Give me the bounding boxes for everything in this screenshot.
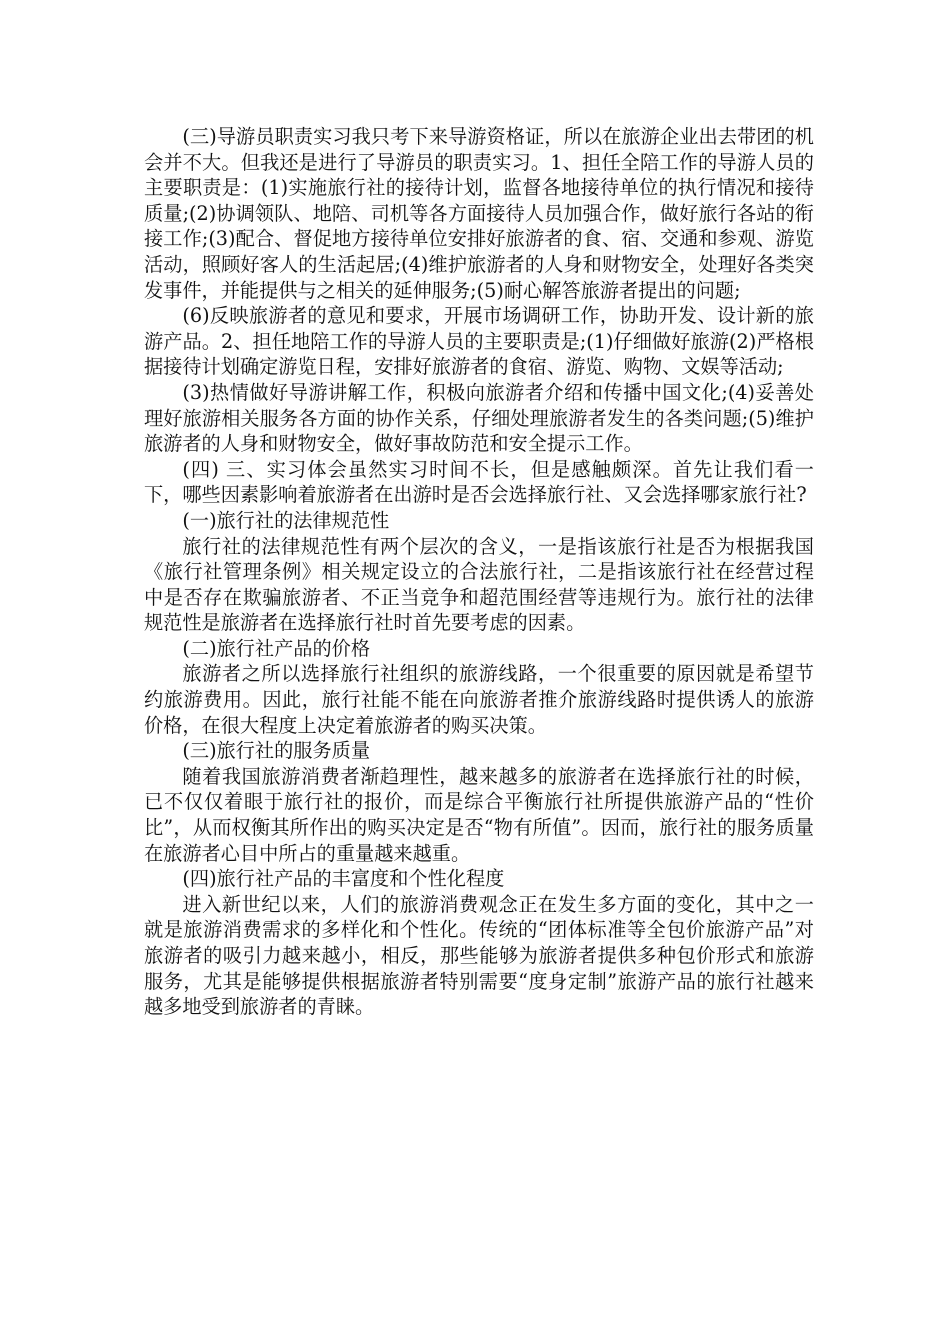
- paragraph-explanation-work: (3)热情做好导游讲解工作，积极向旅游者介绍和传播中国文化;(4)妥善处理好旅游相关服务各方面的协作关系，仔细处理旅游者发生的各类问题;(5)维护旅游者的人身和财物安全，做好事故防范和安全提示工作。: [144, 380, 814, 456]
- heading-product-richness: (四)旅行社产品的丰富度和个性化程度: [182, 867, 505, 891]
- paragraph-legal-compliance: 旅行社的法律规范性有两个层次的含义，一是指该旅行社是否为根据我国《旅行社管理条例》相关规定设立的合法旅行社，二是指该旅行社在经营过程中是否存在欺骗旅游者、不正当竞争和超范围经营等违规行为。旅行社的法律规范性是旅游者在选择旅行社时首先要考虑的因素。: [144, 534, 814, 635]
- paragraph-product-richness: 进入新世纪以来，人们的旅游消费观念正在发生多方面的变化，其中之一就是旅游消费需求的多样化和个性化。传统的“团体标准等全包价旅游产品”对旅游者的吸引力越来越小，相反，那些能够为旅游者提供多种包价形式和旅游服务，尤其是能够提供根据旅游者特别需要“度身定制”旅游产品的旅行社越来越多地受到旅游者的青睐。: [144, 892, 814, 1019]
- paragraph-local-guide-duties: (6)反映旅游者的意见和要求，开展市场调研工作，协助开发、设计新的旅游产品。2、担任地陪工作的导游人员的主要职责是;(1)仔细做好旅游(2)严格根据接待计划确定游览日程，安排好旅游者的食宿、游览、购物、文娱等活动;: [144, 304, 814, 379]
- heading-legal-compliance: (一)旅行社的法律规范性: [182, 508, 390, 532]
- heading-product-price: (二)旅行社产品的价格: [182, 636, 371, 660]
- paragraph-service-quality: 随着我国旅游消费者渐趋理性，越来越多的旅游者在选择旅行社的时候，已不仅仅着眼于旅行社的报价，而是综合平衡旅行社所提供旅游产品的“性价比”，从而权衡其所作出的购买决定是否“物有所值”。因而，旅行社的服务质量在旅游者心目中所占的重量越来越重。: [144, 764, 814, 865]
- heading-service-quality: (三)旅行社的服务质量: [182, 739, 371, 763]
- document-body: [144, 124, 814, 1020]
- paragraph-product-price: 旅游者之所以选择旅行社组织的旅游线路，一个很重要的原因就是希望节约旅游费用。因此，旅行社能不能在向旅游者推介旅游线路时提供诱人的旅游价格，在很大程度上决定着旅游者的购买决策。: [144, 662, 814, 737]
- paragraph-guide-duties: (三)导游员职责实习我只考下来导游资格证，所以在旅游企业出去带团的机会并不大。但我还是进行了导游员的职责实习。1、担任全陪工作的导游人员的主要职责是：(1)实施旅行社的接待计划，监督各地接待单位的执行情况和接待质量;(2)协调领队、地陪、司机等各方面接待人员加强合作，做好旅行各站的衔接工作;(3)配合、督促地方接待单位安排好旅游者的食、宿、交通和参观、游览活动，照顾好客人的生活起居;(4)维护旅游者的人身和财物安全，处理好各类突发事件，并能提供与之相关的延伸服务;(5)耐心解答旅游者提出的问题;: [144, 125, 814, 302]
- paragraph-internship-reflection: (四) 三、实习体会虽然实习时间不长，但是感触颇深。首先让我们看一下，哪些因素影响着旅游者在出游时是否会选择旅行社、又会选择哪家旅行社?: [144, 457, 814, 507]
